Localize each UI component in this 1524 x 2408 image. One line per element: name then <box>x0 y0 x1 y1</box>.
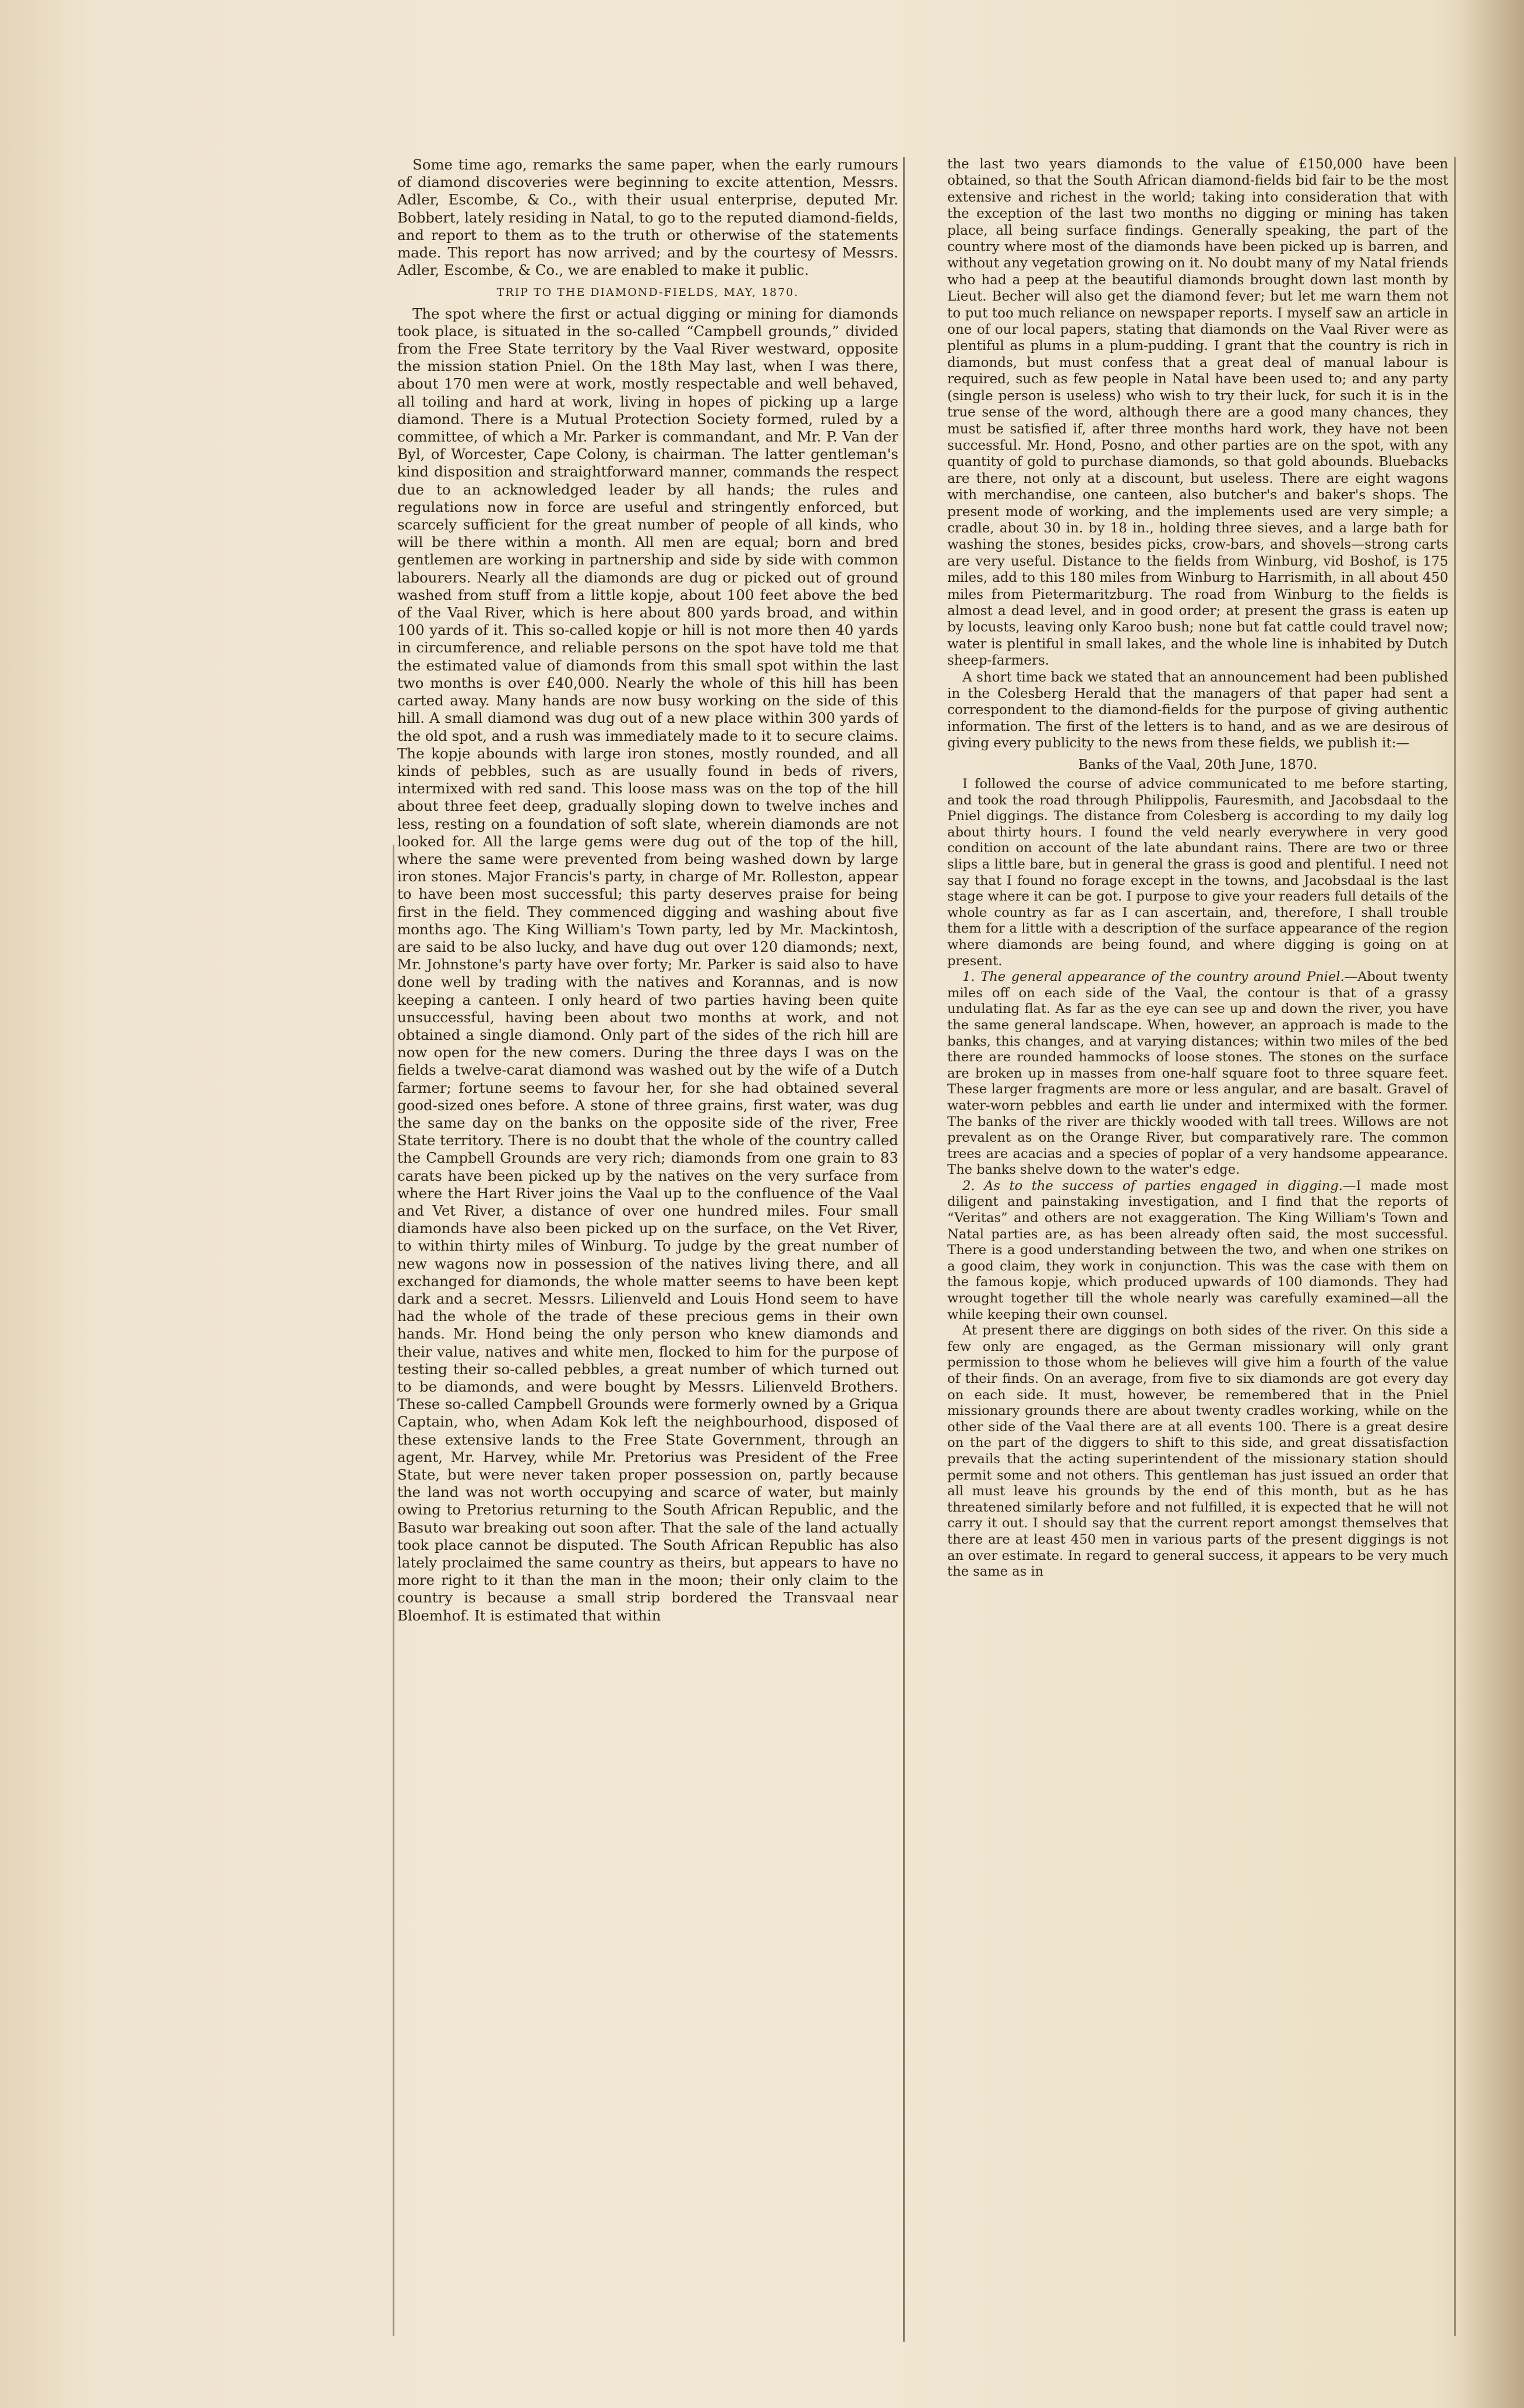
letter-paragraph-3-lead: 2. As to the success of parties engaged in digging. <box>962 1178 1343 1194</box>
letter-paragraph-3-text: —I made most diligent and painstaking investigation, and I find that the reports of “Veritas” and others are not exaggeration. The King William's Town and Natal parties are, as has been already often said, the most successful. There is a good understanding between the two, and when one strikes on a good claim, they work in conjunction. This was the case with them on the famous kopje, which produced upwards of 100 diamonds. They had wrought together till the whole nearly was carefully examined—all the while keeping their own counsel. <box>947 1178 1448 1322</box>
letter-paragraph-1: I followed the course of advice communicated to me before starting, and took the road through Philippolis, Fauresmith, and Jacobsdaal to the Pniel diggings. The distance from Colesberg is according to my daily log about thirty hours. I found the veld nearly everywhere in very good condition on account of the late abundant rains. There are two or three slips a little bare, but in general the grass is good and plentiful. I need not say that I found no forage except in the towns, and Jacobsdaal is the last stage where it can be got. I purpose to give your readers full details of the whole country as far as I can ascertain, and, therefore, I shall trouble them for a little with a description of the surface appearance of the region where diamonds are being found, and where digging is going on at present. <box>947 776 1448 969</box>
letter-paragraph-4: At present there are diggings on both sides of the river. On this side a few only are engaged, as the German missionary will only grant permission to those whom he believes will give him a fourth of the value of their finds. On an average, from five to six diamonds are got every day on each side. It must, however, be remembered that in the Pniel missionary grounds there are about twenty cradles working, while on the other side of the Vaal there are at all events 100. There is a great desire on the part of the diggers to shift to this side, and great dissatisfaction prevails that the acting superintendent of the missionary station should permit some and not others. This gentleman has just issued an order that all must leave his grounds by the end of this month, but as he has threatened similarly before and not fulfilled, it is expected that he will not carry it out. I should say that the current report amongst themselves that there are at least 450 men in various parts of the present diggings is not an over estimate. In regard to general success, it appears to be very much the same as in <box>947 1323 1448 1580</box>
letter-body <box>947 776 1448 1580</box>
continuation-paragraph: the last two years diamonds to the value of £150,000 have been obtained, so that the South African diamond-fields bid fair to be the most extensive and richest in the world; taking into consideration that with the exception of the last two months no digging or mining has taken place, all being surface findings. Generally speaking, the part of the country where most of the diamonds have been picked up is barren, and without any vegetation growing on it. No doubt many of my Natal friends who had a peep at the beautiful diamonds brought down last month by Lieut. Becher will also get the diamond fever; but let me warn them not to put too much reliance on newspaper reports. I myself saw an article in one of our local papers, stating that diamonds on the Vaal River were as plentiful as plums in a plum-pudding. I grant that the country is rich in diamonds, but must confess that a great deal of manual labour is required, such as few people in Natal have been used to; and any party (single person is useless) who wish to try their luck, for such it is in the true sense of the word, although there are a good many chances, they must be satisfied if, after three months hard work, they have not been successful. Mr. Hond, Posno, and other parties are on the spot, with any quantity of gold to purchase diamonds, so that gold abounds. Bluebacks are there, not only at a discount, but useless. There are eight wagons with merchandise, one canteen, also butcher's and baker's shops. The present mode of working, and the implements used are very simple; a cradle, about 30 in. by 18 in., holding three sieves, and a large bath for washing the stones, besides picks, crow-bars, and shovels—strong carts are very useful. Distance to the fields from Winburg, vid Boshof, is 175 miles, add to this 180 miles from Winburg to Harrismith, in all about 450 miles from Pietermaritzburg. The road from Winburg to the fields is almost a dead level, and in good order; at present the grass is eaten up by locusts, leaving only Karoo bush; none but fat cattle could travel now; water is plentiful in small lakes, and the whole line is inhabited by Dutch sheep-farmers. <box>947 157 1448 669</box>
column-rule-left-margin <box>393 845 394 2336</box>
left-column <box>397 156 898 2346</box>
report-paragraph: The spot where the first or actual digging or mining for diamonds took place, is situated in the so-called “Campbell grounds,” divided from the Free State territory by the Vaal River westward, opposite the mission station Pniel. On the 18th May last, when I was there, about 170 men were at work, mostly respectable and well behaved, all toiling and hard at work, living in hopes of picking up a large diamond. There is a Mutual Protection Society formed, ruled by a committee, of which a Mr. Parker is commandant, and Mr. P. Van der Byl, of Worcester, Cape Colony, is chairman. The latter gentleman's kind disposition and straightforward manner, commands the respect due to an acknowledged leader by all hands; the rules and regulations now in force are useful and stringently enforced, but scarcely sufficient for the great number of people of all kinds, who will be there within a month. All men are equal; born and bred gentlemen are working in partnership and side by side with common labourers. Nearly all the diamonds are dug or picked out of ground washed from stuff from a little kopje, about 100 feet above the bed of the Vaal River, which is here about 800 yards broad, and within 100 yards of it. This so-called kopje or hill is not more then 40 yards in circumference, and reliable persons on the spot have told me that the estimated value of diamonds from this small spot within the last two months is over £40,000. Nearly the whole of this hill has been carted away. Many hands are now busy working on the side of this hill. A small diamond was dug out of a new place within 300 yards of the old spot, and a rush was immediately made to it to secure claims. The kopje abounds with large iron stones, mostly rounded, and all kinds of pebbles, such as are usually found in beds of rivers, intermixed with red sand. This loose mass was on the top of the hill about three feet deep, gradually sloping down to twelve inches and less, resting on a foundation of soft slate, wherein diamonds are not looked for. All the large gems were dug out of the top of the hill, where the same were prevented from being washed down by large iron stones. Major Francis's party, in charge of Mr. Rolleston, appear to have been most successful; this party deserves praise for being first in the field. They commenced digging and washing about five months ago. The King William's Town party, led by Mr. Mackintosh, are said to be also lucky, and have dug out over 120 diamonds; next, Mr. Johnstone's party have over forty; Mr. Parker is said also to have done well by trading with the natives and Korannas, and is now keeping a canteen. I only heard of two parties having been quite unsuccessful, having been about two months at work, and not obtained a single diamond. Only part of the sides of the rich hill are now open for the new comers. During the three days I was on the fields a twelve-carat diamond was washed out by the wife of a Dutch farmer; fortune seems to favour her, for she had obtained several good-sized ones before. A stone of three grains, first water, was dug the same day on the banks on the opposite side of the river, Free State territory. There is no doubt that the whole of the country called the Campbell Grounds are very rich; diamonds from one grain to 83 carats have been picked up by the natives on the very surface from where the Hart River joins the Vaal up to the confluence of the Vaal and Vet River, a distance of over one hundred miles. Four small diamonds have also been picked up on the surface, on the Vet River, to within thirty miles of Winburg. To judge by the great number of new wagons now in possession of the natives living there, and all exchanged for diamonds, the whole matter seems to have been kept dark and a secret. Messrs. Lilienveld and Louis Hond seem to have had the whole of the trade of these precious gems in their own hands. Mr. Hond being the only person who knew diamonds and their value, natives and white men, flocked to him for the purpose of testing their so-called pebbles, a great number of which turned out to be diamonds, and were bought by Messrs. Lilienveld Brothers. These so-called Campbell Grounds were formerly owned by a Griqua Captain, who, when Adam Kok left the neighbourhood, disposed of these extensive lands to the Free State Government, through an agent, Mr. Harvey, while Mr. Pretorius was President of the Free State, but were never taken proper possession on, partly because the land was not worth occupying and scarce of water, but mainly owing to Pretorius returning to the South African Republic, and the Basuto war breaking out soon after. That the sale of the land actually took place cannot be disputed. The South African Republic has also lately proclaimed the same country as theirs, but appears to have no more right to it than the man in the moon; their only claim to the country is because a small strip bordered the Transvaal near Bloemhof. It is estimated that within <box>397 305 898 1624</box>
column-rule-right <box>1454 157 1456 2336</box>
page-fold-shadow <box>1460 0 1524 2408</box>
letter-paragraph-2-text: —About twenty miles off on each side of the Vaal, the contour is that of a grassy undulating flat. As far as the eye can see up and down the river, you have the same general landscape. When, however, an approach is made to the banks, this changes, and at varying distances; within two miles of the bed there are rounded hammocks of loose stones. The stones on the surface are broken up in masses from one-half square foot to three square feet. These larger fragments are more or less angular, and are basalt. Gravel of water-worn pebbles and earth lie under and intermixed with the former. The banks of the river are thickly wooded with tall trees. Willows are not prevalent as on the Orange River, but comparatively rare. The common trees are acacias and a species of poplar of a very handsome appearance. The banks shelve down to the water's edge. <box>947 969 1448 1178</box>
section-heading: TRIP TO THE DIAMOND-FIELDS, MAY, 1870. <box>496 286 799 299</box>
column-rule-left <box>903 157 905 2342</box>
announcement-paragraph: A short time back we stated that an announcement had been published in the Colesberg Herald that the managers of that paper had sent a correspondent to the diamond-fields for the purpose of giving authentic information. The first of the letters is to hand, and as we are desirous of giving every publicity to the news from these fields, we publish it:— <box>947 669 1448 751</box>
right-column <box>947 156 1448 2346</box>
letter-dateline: Banks of the Vaal, 20th June, 1870. <box>1078 757 1318 772</box>
letter-paragraph-2-lead: 1. The general appearance of the country around Pniel. <box>962 969 1345 985</box>
intro-paragraph: Some time ago, remarks the same paper, when the early rumours of diamond discoveries were beginning to excite attention, Messrs. Adler, Escombe, & Co., with their usual enterprise, deputed Mr. Bobbert, lately residing in Natal, to go to the reputed diamond-fields, and report to them as to the truth or otherwise of the statements made. This report has now arrived; and by the courtesy of Messrs. Adler, Escombe, & Co., we are enabled to make it public. <box>397 156 898 279</box>
letter-paragraph-3 <box>947 1178 1448 1323</box>
letter-paragraph-2 <box>947 969 1448 1178</box>
